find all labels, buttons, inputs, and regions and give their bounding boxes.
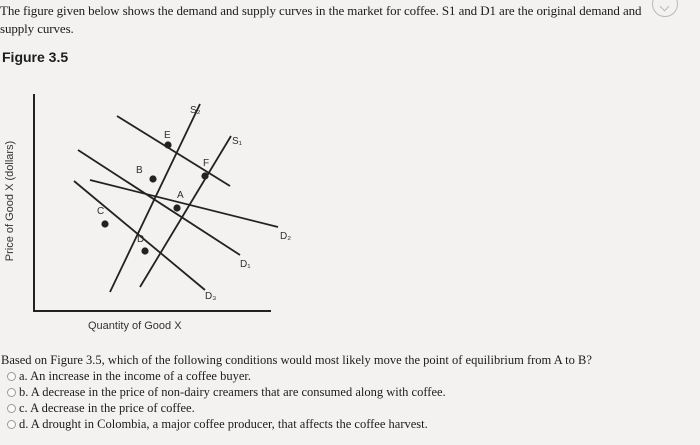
x-axis-label: Quantity of Good X	[88, 320, 182, 332]
label-point-d: D	[137, 234, 145, 245]
point-b	[149, 175, 156, 182]
radio-button-icon[interactable]	[7, 372, 16, 381]
label-s1: S₁	[232, 136, 243, 147]
radio-button-icon[interactable]	[7, 420, 16, 429]
demand-curve-high	[117, 116, 230, 186]
label-point-b: B	[136, 165, 143, 176]
point-c	[101, 220, 108, 227]
demand-curve-d1	[78, 150, 240, 255]
question-text: Based on Figure 3.5, which of the following conditions would most likely move the point of equilibrium from A to B?	[1, 353, 592, 367]
option-c-label: c. A decrease in the price of coffee.	[19, 400, 195, 415]
option-b[interactable]	[7, 384, 446, 400]
radio-button-icon[interactable]	[7, 388, 16, 397]
figure-title: Figure 3.5	[2, 49, 69, 65]
intro-line-1: The figure given below shows the demand and supply curves in the market for coffee. S1 and D1 are the original demand and	[0, 3, 642, 18]
option-d[interactable]	[7, 416, 446, 432]
radio-button-icon[interactable]	[7, 404, 16, 413]
point-d	[141, 247, 148, 254]
point-a	[173, 204, 180, 211]
option-b-label: b. A decrease in the price of non-dairy creamers that are consumed along with coffee.	[19, 384, 446, 399]
question-intro	[0, 2, 690, 38]
point-f	[201, 172, 208, 179]
option-d-label: d. A drought in Colombia, a major coffee producer, that affects the coffee harvest.	[19, 416, 428, 431]
point-e	[164, 141, 171, 148]
option-c[interactable]	[7, 400, 446, 416]
label-point-e: E	[164, 130, 171, 141]
demand-curve-d2	[90, 180, 278, 227]
label-d1: D₁	[240, 259, 251, 270]
label-d2: D₂	[280, 231, 292, 242]
supply-demand-graph	[0, 80, 330, 325]
label-d3: D₃	[205, 291, 217, 302]
label-s2: S₂	[190, 105, 201, 116]
label-point-f: F	[203, 158, 210, 169]
intro-line-2: supply curves.	[0, 21, 74, 36]
option-a[interactable]	[7, 368, 446, 384]
label-point-a: A	[177, 190, 184, 201]
answer-options	[7, 368, 446, 432]
option-a-label: a. An increase in the income of a coffee buyer.	[19, 368, 251, 383]
label-point-c: C	[97, 206, 105, 217]
